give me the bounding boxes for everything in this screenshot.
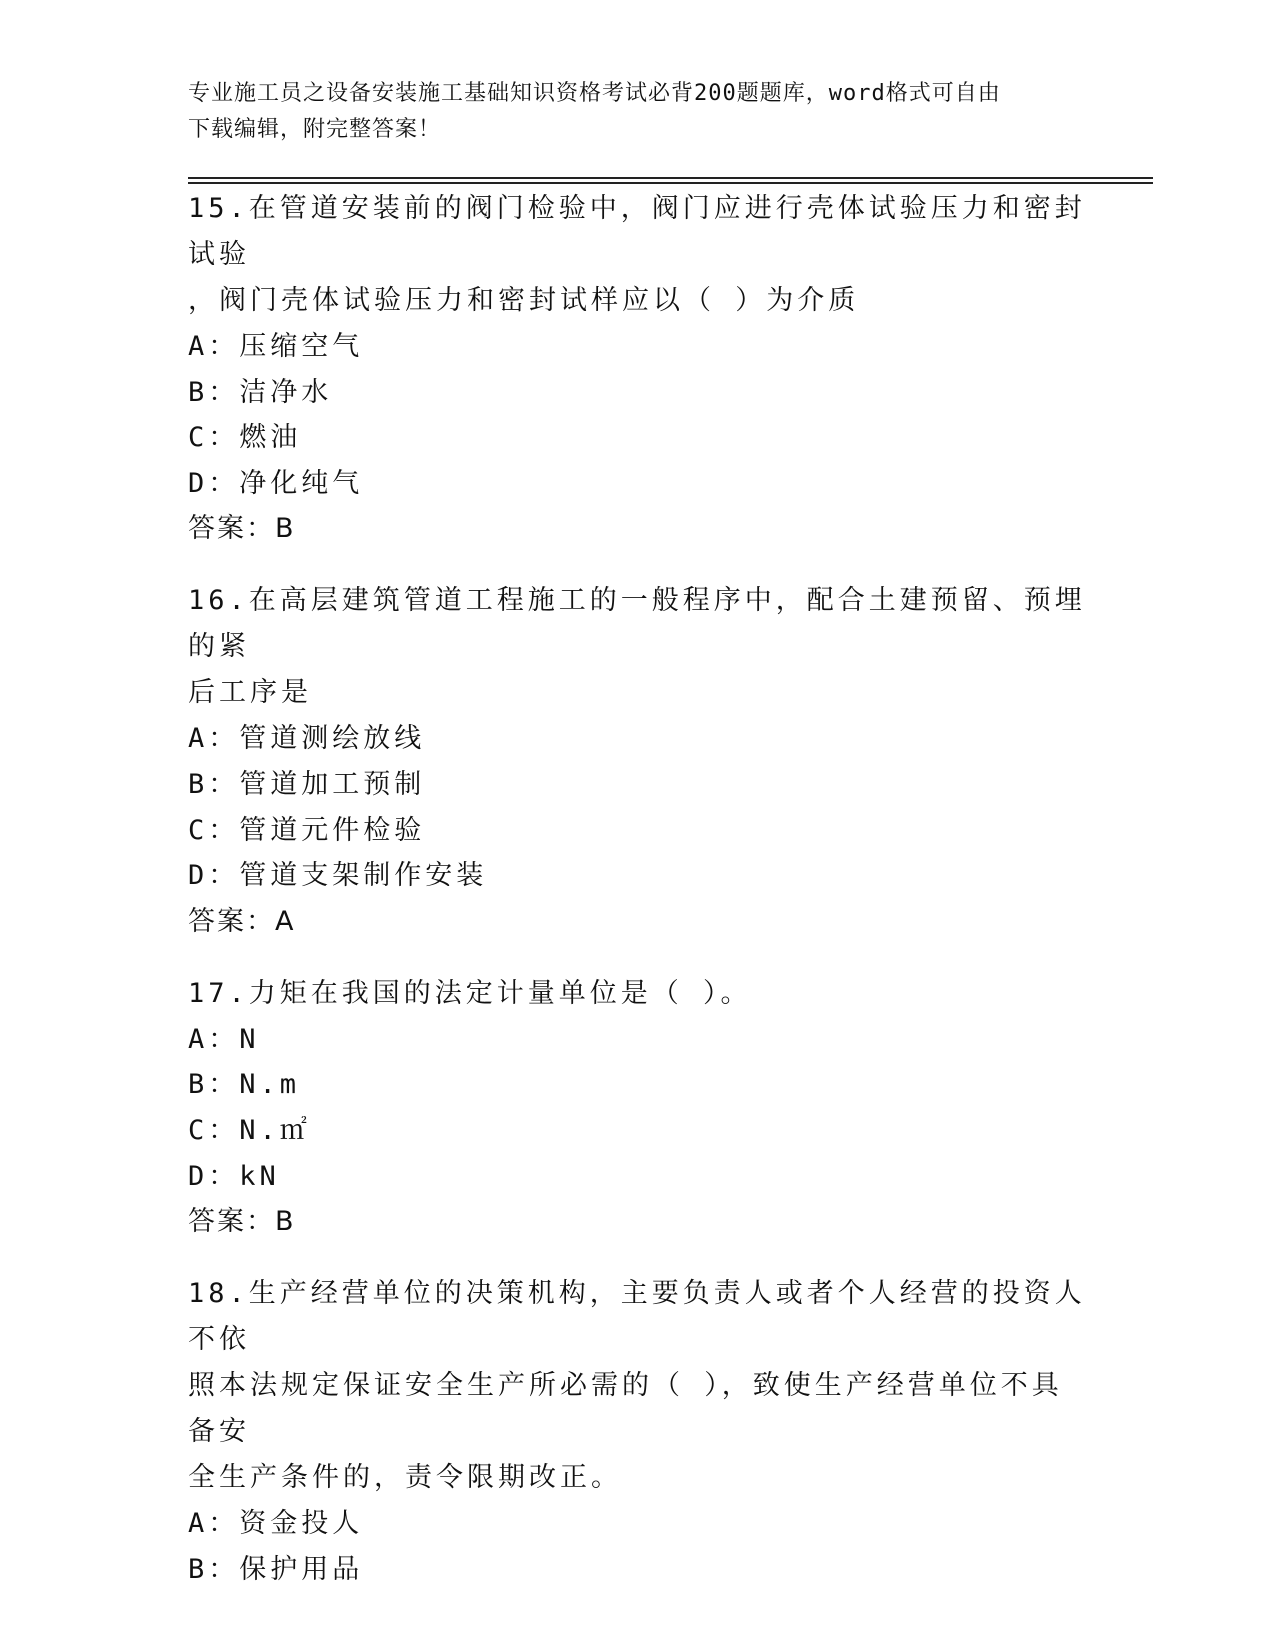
- question-stem-line: 照本法规定保证安全生产所必需的（ ），致使生产经营单位不具备安: [188, 1370, 1063, 1448]
- option-a: A：N: [188, 1023, 260, 1055]
- option-letter: A: [188, 1508, 209, 1540]
- question-stem-line: 15.在管道安装前的阀门检验中，阀门应进行壳体试验压力和密封试验: [188, 193, 1086, 270]
- option-letter: D: [188, 467, 209, 499]
- answer-label: 答案：: [188, 513, 275, 545]
- option-text: kN: [239, 1160, 280, 1192]
- option-letter: A: [188, 723, 209, 755]
- question-18: [188, 1271, 1088, 1592]
- option-text: N: [239, 1023, 260, 1055]
- question-17: [188, 971, 1088, 1245]
- option-a: A：压缩空气: [188, 331, 364, 362]
- option-b: B：N.m: [188, 1069, 301, 1101]
- option-text: 管道支架制作安装: [239, 860, 488, 892]
- option-letter: C: [188, 1114, 209, 1146]
- option-text: N.㎡: [239, 1114, 311, 1146]
- option-text: 管道加工预制: [239, 768, 426, 800]
- option-text: 净化纯气: [239, 467, 364, 499]
- answer-line: [188, 506, 1088, 552]
- option-text: N.m: [239, 1069, 301, 1101]
- option-text: 资金投人: [239, 1508, 364, 1540]
- option-a: A：管道测绘放线: [188, 723, 426, 755]
- option-c: C：N.㎡: [188, 1114, 311, 1146]
- option-b: B：保护用品: [188, 1553, 364, 1585]
- option-text: 压缩空气: [239, 331, 364, 362]
- question-stem-line: 18.生产经营单位的决策机构，主要负责人或者个人经营的投资人不依: [188, 1278, 1086, 1356]
- answer-line: [188, 899, 1088, 945]
- answer-value: B: [275, 1206, 296, 1238]
- option-a: A：资金投人: [188, 1508, 364, 1540]
- answer-value: B: [275, 513, 296, 545]
- option-text: 管道元件检验: [239, 814, 426, 846]
- answer-line: [188, 1199, 1088, 1245]
- option-letter: A: [188, 1023, 209, 1055]
- option-text: 洁净水: [239, 376, 333, 408]
- option-d: D：净化纯气: [188, 467, 364, 499]
- option-letter: B: [188, 768, 209, 800]
- option-c: C：管道元件检验: [188, 814, 426, 846]
- option-text: 保护用品: [239, 1553, 364, 1585]
- option-letter: B: [188, 376, 209, 408]
- answer-label: 答案：: [188, 905, 275, 937]
- option-letter: A: [188, 331, 209, 362]
- option-text: 管道测绘放线: [239, 723, 426, 755]
- document-header: [188, 76, 1068, 148]
- option-letter: C: [188, 422, 209, 454]
- option-letter: B: [188, 1069, 209, 1101]
- question-stem-line: 16.在高层建筑管道工程施工的一般程序中，配合土建预留、预埋的紧: [188, 585, 1086, 663]
- option-d: D：管道支架制作安装: [188, 860, 488, 892]
- option-letter: D: [188, 860, 209, 892]
- answer-value: A: [275, 905, 296, 937]
- question-stem-line: ，阀门壳体试验压力和密封试样应以（ ）为介质: [188, 285, 860, 316]
- question-stem-line: 全生产条件的，责令限期改正。: [188, 1462, 622, 1494]
- question-stem-line: 17.力矩在我国的法定计量单位是（ ）。: [188, 977, 752, 1009]
- header-line-2: 下载编辑，附完整答案！: [188, 117, 442, 142]
- question-list: [188, 186, 1088, 1618]
- option-c: C：燃油: [188, 422, 302, 454]
- header-line-1: 专业施工员之设备安装施工基础知识资格考试必背200题题库，word格式可自由: [188, 81, 1001, 106]
- header-divider-bottom: [188, 182, 1153, 184]
- question-16: [188, 578, 1088, 944]
- option-b: B：管道加工预制: [188, 768, 426, 800]
- option-text: 燃油: [239, 422, 302, 454]
- question-15: [188, 186, 1088, 552]
- option-letter: D: [188, 1160, 209, 1192]
- option-letter: B: [188, 1553, 209, 1585]
- header-divider-top: [188, 177, 1153, 179]
- option-d: D：kN: [188, 1160, 280, 1192]
- option-letter: C: [188, 814, 209, 846]
- option-b: B：洁净水: [188, 376, 333, 408]
- answer-label: 答案：: [188, 1206, 275, 1238]
- question-stem-line: 后工序是: [188, 677, 312, 709]
